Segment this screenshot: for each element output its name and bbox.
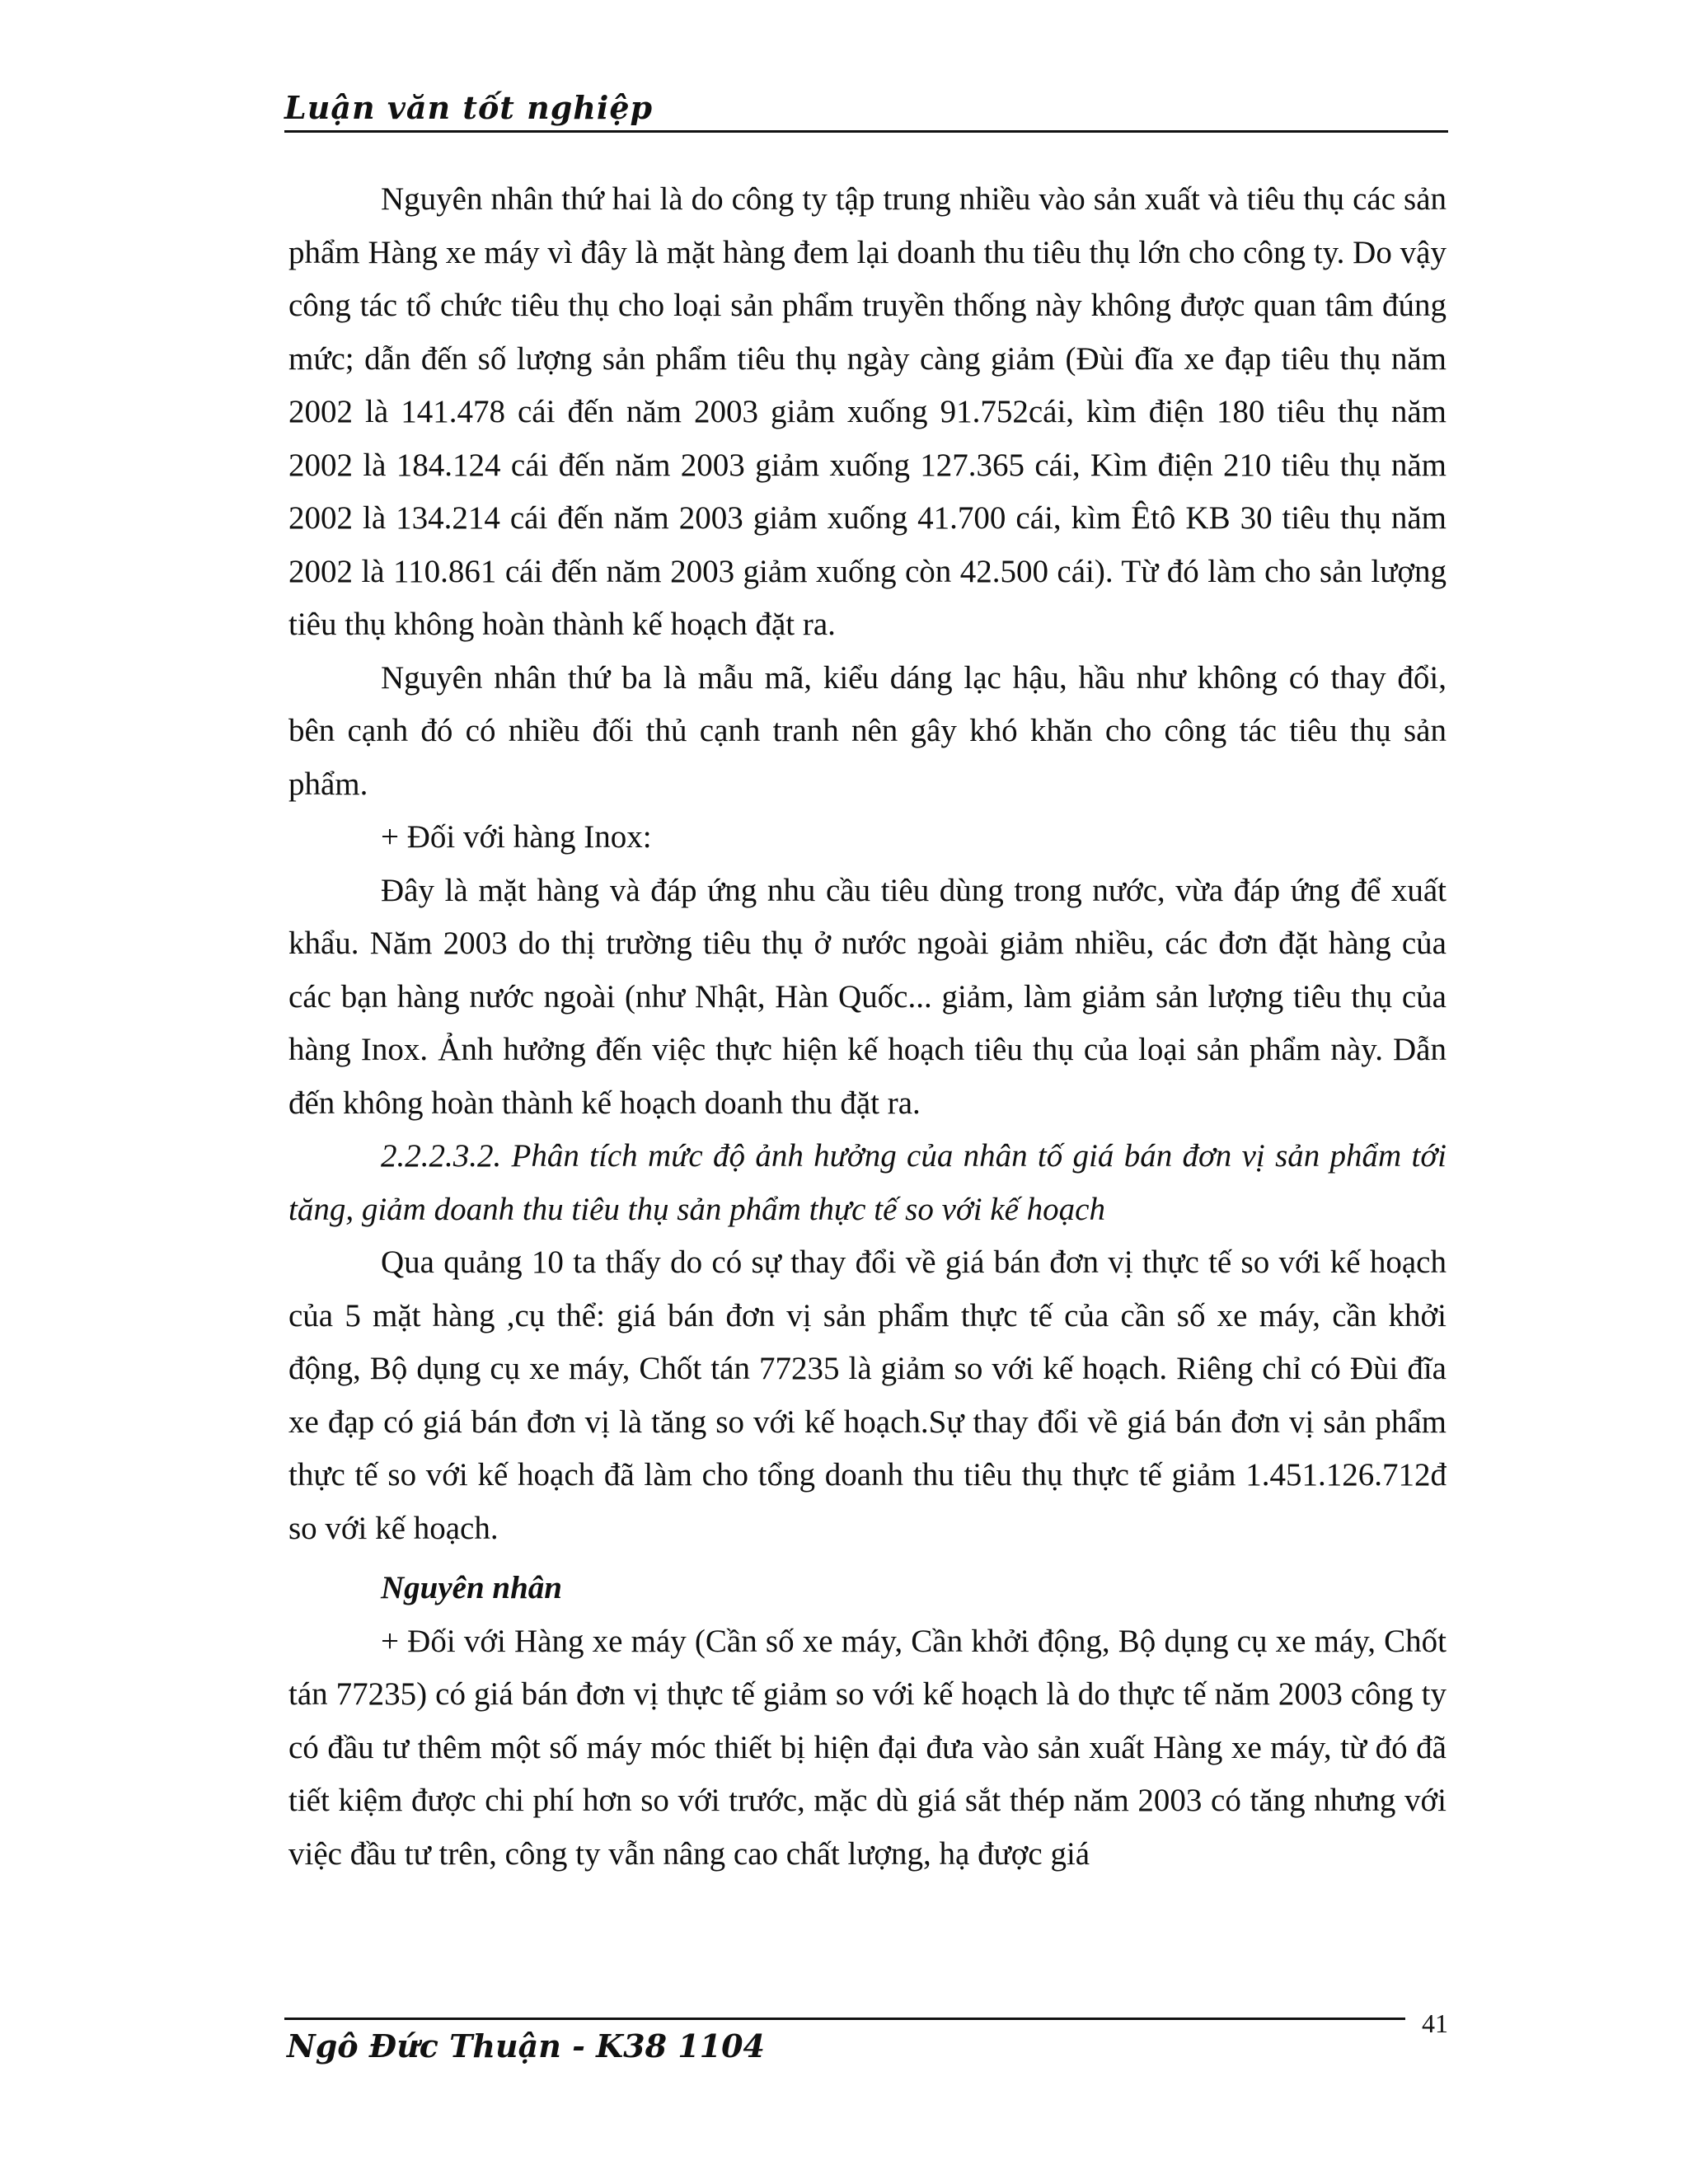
paragraph-inox-label: + Đối với hàng Inox: [381, 819, 652, 855]
paragraph-motorbike-goods: + Đối với Hàng xe máy (Cần số xe máy, Cần khởi động, Bộ dụng cụ xe máy, Chốt tán 77235) có giá bán đơn vị thực tế giảm so với kế hoạch là do thực tế năm 2003 công ty có đầu tư thêm một số máy móc thiết bị hiện đại đưa vào sản xuất Hàng xe máy, từ đó đã tiết kiệm được chi phí hơn so với trước, mặc dù giá sắt thép năm 2003 có tăng nhưng với việc đầu tư trên, công ty vẫn nâng cao chất lượng, hạ được giá [288, 1623, 1447, 1872]
paragraph-reason-two: Nguyên nhân thứ hai là do công ty tập trung nhiều vào sản xuất và tiêu thụ các sản phẩm Hàng xe máy vì đây là mặt hàng đem lại doanh thu tiêu thụ lớn cho công ty. Do vậy công tác tổ chức tiêu thụ cho loại sản phẩm truyền thống này không được quan tâm đúng mức; dẫn đến số lượng sản phẩm tiêu thụ ngày càng giảm (Đùi đĩa xe đạp tiêu thụ năm 2002 là 141.478 cái đến năm 2003 giảm xuống 91.752cái, kìm điện 180 tiêu thụ năm 2002 là 184.124 cái đến năm 2003 giảm xuống 127.365 cái, Kìm điện 210 tiêu thụ năm 2002 là 134.214 cái đến năm 2003 giảm xuống 41.700 cái, kìm Êtô KB 30 tiêu thụ năm 2002 là 110.861 cái đến năm 2003 giảm xuống còn 42.500 cái). Từ đó làm cho sản lượng tiêu thụ không hoàn thành kế hoạch đặt ra. [288, 181, 1447, 642]
page-number: 41 [1422, 2008, 1448, 2038]
footer-divider [284, 2018, 1405, 2020]
section-heading: 2.2.2.3.2. Phân tích mức độ ảnh hưởng của nhân tố giá bán đơn vị sản phẩm tới tăng, giảm doanh thu tiêu thụ sản phẩm thực tế so với kế hoạch [288, 1138, 1447, 1227]
document-body [288, 173, 1447, 1881]
paragraph-price-analysis: Qua quảng 10 ta thấy do có sự thay đổi về giá bán đơn vị thực tế so với kế hoạch của 5 mặt hàng ,cụ thể: giá bán đơn vị sản phẩm thực tế của cần số xe máy, cần khởi động, Bộ dụng cụ xe máy, Chốt tán 77235 là giảm so với kế hoạch. Riêng chỉ có Đùi đĩa xe đạp có giá bán đơn vị là tăng so với kế hoạch.Sự thay đổi về giá bán đơn vị sản phẩm thực tế so với kế hoạch đã làm cho tổng doanh thu tiêu thụ thực tế giảm 1.451.126.712đ so với kế hoạch. [288, 1244, 1447, 1546]
paragraph-reason-three: Nguyên nhân thứ ba là mẫu mã, kiểu dáng lạc hậu, hầu như không có thay đổi, bên cạnh đó có nhiều đối thủ cạnh tranh nên gây khó khăn cho công tác tiêu thụ sản phẩm. [288, 659, 1447, 802]
subheading-reason: Nguyên nhân [381, 1570, 562, 1605]
header-title: Luận văn tốt nghiệp [284, 89, 654, 126]
footer-author: Ngô Đức Thuận - K38 1104 [287, 2027, 766, 2064]
paragraph-inox-detail: Đây là mặt hàng và đáp ứng nhu cầu tiêu dùng trong nước, vừa đáp ứng để xuất khẩu. Năm 2003 do thị trường tiêu thụ ở nước ngoài giảm nhiều, các đơn đặt hàng của các bạn hàng nước ngoài (như Nhật, Hàn Quốc... giảm, làm giảm sản lượng tiêu thụ của hàng Inox. Ảnh hưởng đến việc thực hiện kế hoạch tiêu thụ của loại sản phẩm này. Dẫn đến không hoàn thành kế hoạch doanh thu đặt ra. [288, 872, 1447, 1121]
header-divider [284, 130, 1448, 133]
